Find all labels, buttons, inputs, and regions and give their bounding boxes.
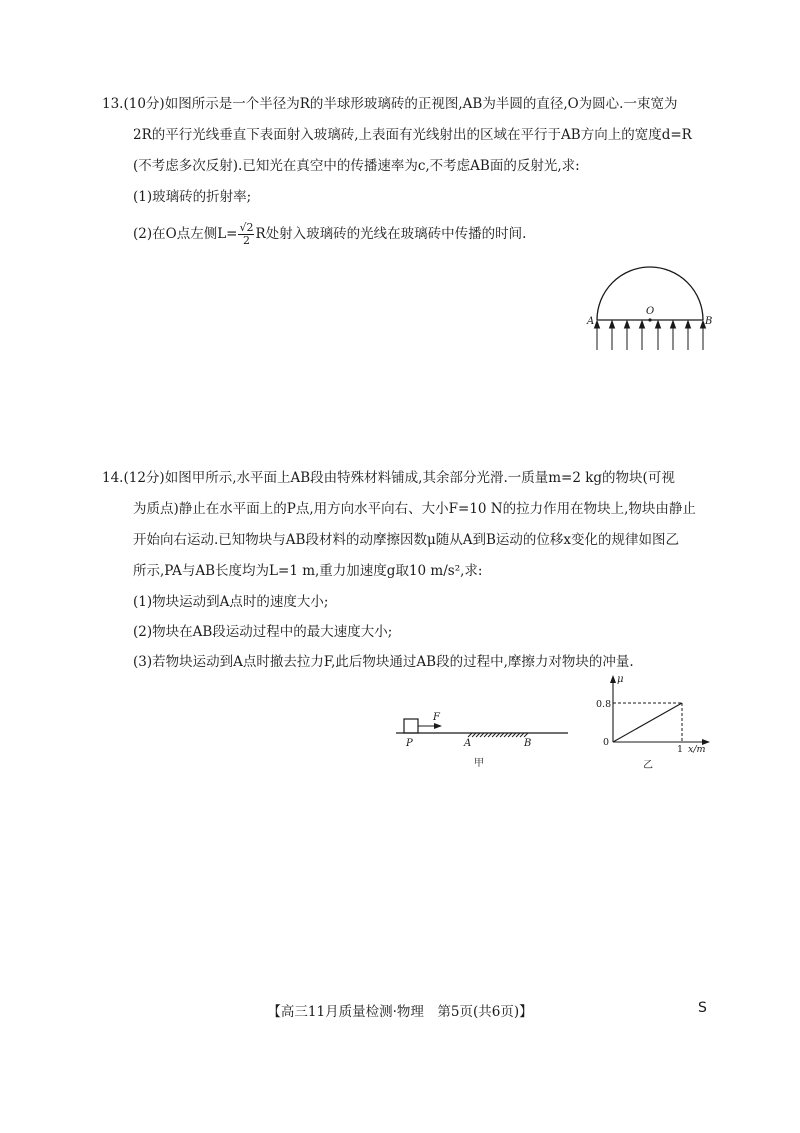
origin-label: 0 bbox=[603, 737, 610, 748]
label-b: B bbox=[524, 738, 532, 749]
q13-text-1: 如图所示是一个半径为R的半球形玻璃砖的正视图,AB为半圆的直径,O为圆心.一束宽为 bbox=[164, 96, 678, 112]
label-a: A bbox=[587, 316, 595, 327]
page-footer: 【高三11月质量检测·物理 第5页(共6页)】 bbox=[267, 1004, 533, 1020]
q13-points: (10分) bbox=[123, 96, 165, 112]
ray-arrow bbox=[625, 321, 630, 350]
q13-frac-den: 2 bbox=[242, 234, 250, 247]
label-b: B bbox=[705, 316, 713, 327]
q14-line3: 开始向右运动.已知物块与AB段材料的动摩擦因数μ随从A到B运动的位移x变化的规律如图乙 bbox=[133, 532, 680, 548]
q13-number: 13. bbox=[102, 96, 124, 112]
light-ray-arrows bbox=[595, 321, 706, 350]
q14-points: (12分) bbox=[123, 470, 165, 486]
ray-arrow bbox=[671, 321, 676, 350]
y-tick-label: 0.8 bbox=[596, 699, 612, 710]
q14-figure-yi-chart bbox=[595, 672, 720, 772]
q13-sub2-prefix: (2)在O点左侧L= bbox=[133, 226, 238, 242]
x-axis-label: x/m bbox=[688, 744, 706, 755]
q14-number: 14. bbox=[102, 470, 124, 486]
q13-sub2 bbox=[133, 222, 526, 247]
q14-line2: 为质点)静止在水平面上的P点,用方向水平向右、大小F=10 N的拉力作用在物块上,物块由静止 bbox=[133, 501, 696, 517]
y-axis-label: μ bbox=[617, 674, 624, 685]
caption-yi: 乙 bbox=[643, 760, 653, 771]
q14-figure-jia bbox=[392, 708, 572, 770]
ray-arrow bbox=[640, 321, 645, 350]
q13-sub2-suffix: R处射入玻璃砖的光线在玻璃砖中传播的时间. bbox=[255, 226, 527, 242]
q13-line3: (不考虑多次反射).已知光在真空中的传播速率为c,不考虑AB面的反射光,求: bbox=[133, 158, 580, 174]
ray-arrow bbox=[610, 321, 615, 350]
q13-line1 bbox=[102, 92, 677, 117]
q14-sub1: (1)物块运动到A点时的速度大小; bbox=[133, 594, 329, 610]
force-f-arrowhead bbox=[434, 723, 442, 729]
label-p: P bbox=[406, 738, 413, 749]
footer-mark: S bbox=[698, 1000, 707, 1016]
label-f: F bbox=[433, 712, 440, 723]
ray-arrow bbox=[656, 321, 661, 350]
q13-sub2-fraction bbox=[238, 222, 254, 247]
q14-line4: 所示,PA与AB长度均为L=1 m,重力加速度g取10 m/s²,求: bbox=[133, 563, 483, 579]
q13-sub1: (1)玻璃砖的折射率; bbox=[133, 189, 252, 205]
q14-line1 bbox=[102, 466, 675, 491]
label-a: A bbox=[464, 738, 472, 749]
caption-jia: 甲 bbox=[474, 758, 484, 769]
mu-series-line bbox=[613, 703, 682, 742]
label-o: O bbox=[646, 306, 655, 317]
q13-line2: 2R的平行光线垂直下表面射入玻璃砖,上表面有光线射出的区域在平行于AB方向上的宽度d=R bbox=[133, 127, 692, 143]
block-p bbox=[404, 719, 418, 733]
ray-arrow bbox=[686, 321, 691, 350]
q14-sub2: (2)物块在AB段运动过程中的最大速度大小; bbox=[133, 624, 393, 640]
center-o-dot bbox=[648, 318, 651, 321]
q13-frac-num: √2 bbox=[239, 221, 254, 234]
ray-arrow bbox=[595, 321, 600, 350]
q13-hemisphere-figure bbox=[585, 258, 715, 358]
q14-sub3: (3)若物块运动到A点时撤去拉力F,此后物块通过AB段的过程中,摩擦力对物块的冲量. bbox=[133, 654, 634, 670]
x-tick-label: 1 bbox=[677, 744, 684, 755]
q14-text-1: 如图甲所示,水平面上AB段由特殊材料铺成,其余部分光滑.一质量m=2 kg的物块(可视 bbox=[164, 470, 675, 486]
